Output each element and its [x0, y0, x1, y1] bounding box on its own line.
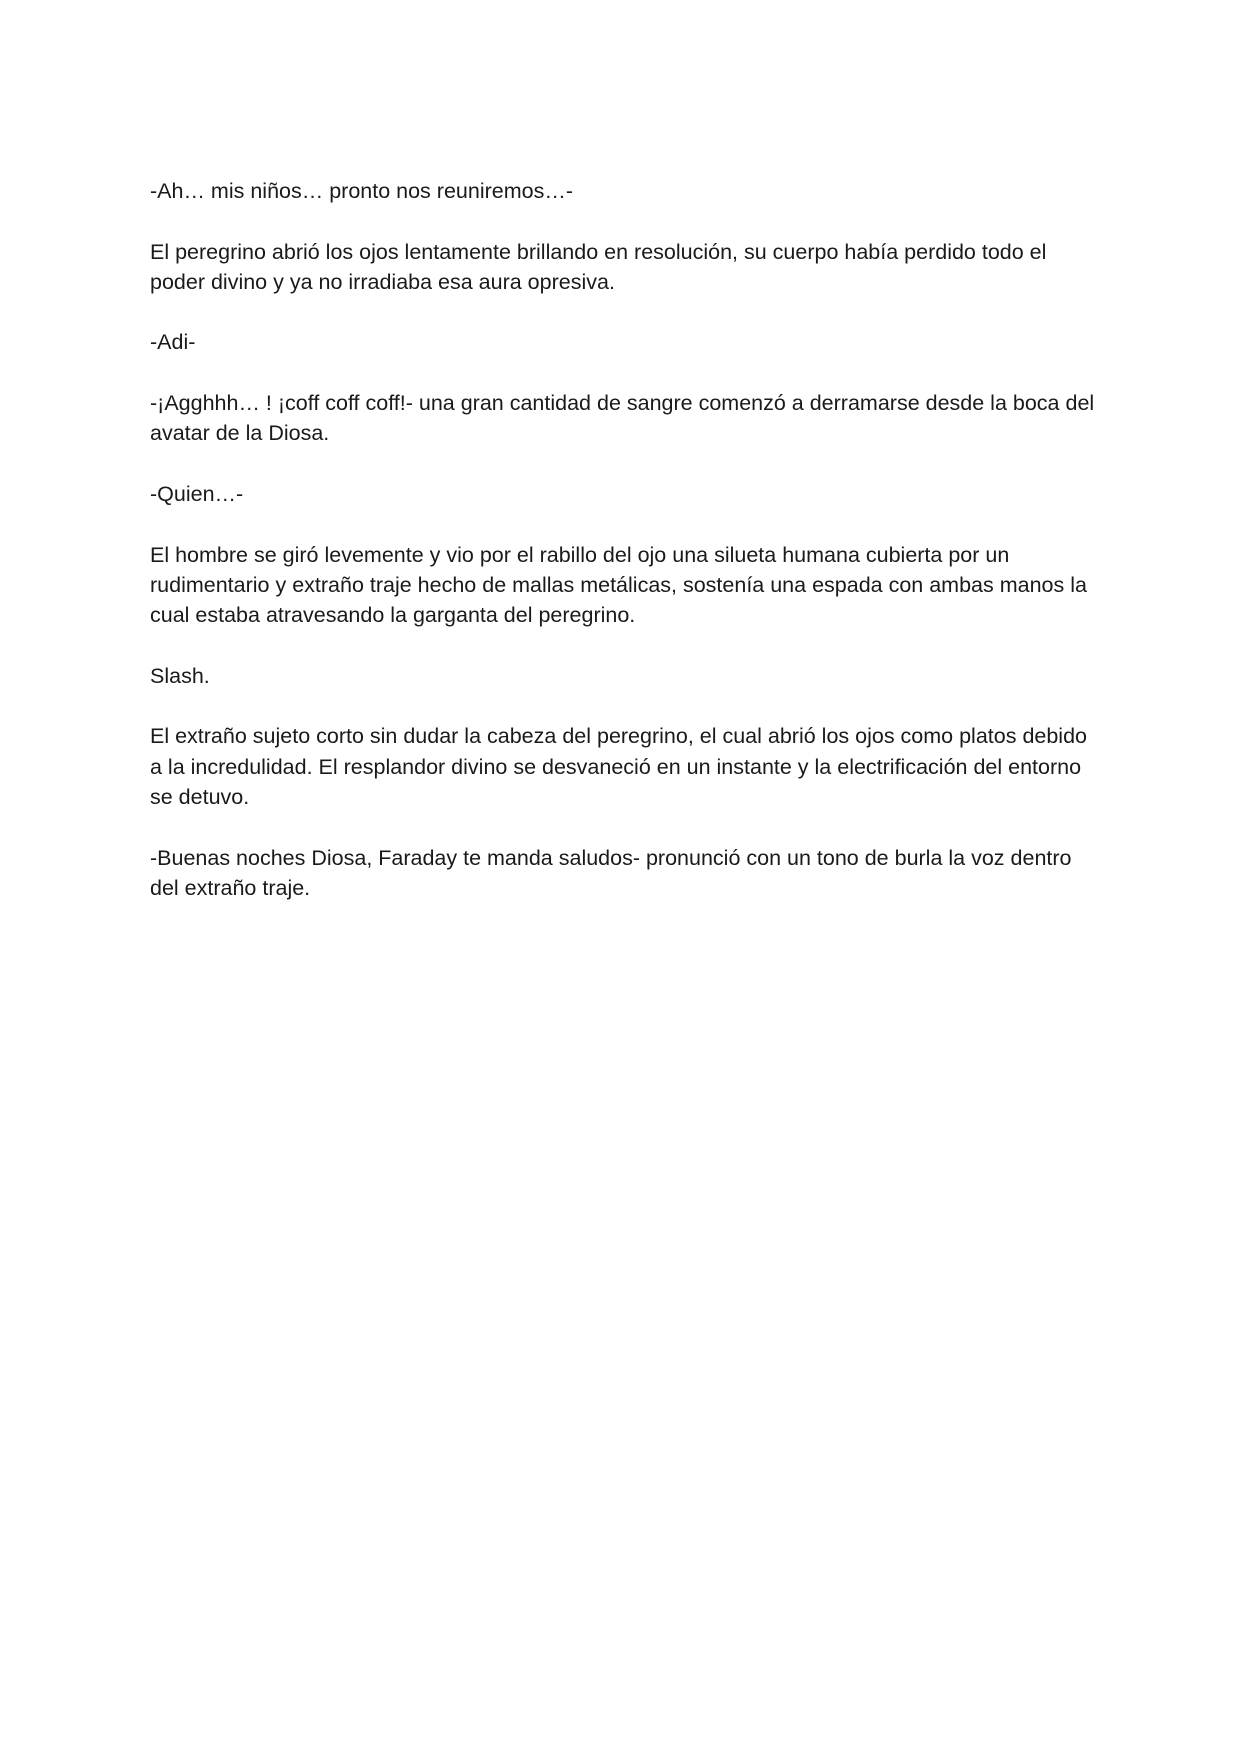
document-body: [150, 176, 1100, 903]
paragraph: -Adi-: [150, 330, 196, 355]
paragraph: El extraño sujeto corto sin dudar la cabeza del peregrino, el cual abrió los ojos como platos debido a la incredulidad. El resplandor divino se desvaneció en un instante y la electrificación del entorno se detuvo.: [150, 724, 1088, 809]
paragraph: Slash.: [150, 663, 210, 688]
paragraph: -Quien…-: [150, 481, 244, 506]
paragraph: El hombre se giró levemente y vio por el rabillo del ojo una silueta humana cubierta por un rudimentario y extraño traje hecho de mallas metálicas, sostenía una espada con ambas manos la cual estaba atravesando la garganta del peregrino.: [150, 542, 1087, 628]
paragraph: -¡Agghhh… ! ¡coff coff coff!- una gran cantidad de sangre comenzó a derramarse desde la boca del avatar de la Diosa.: [150, 391, 1095, 446]
paragraph: -Buenas noches Diosa, Faraday te manda saludos- pronunció con un tono de burla la voz dentro del extraño traje.: [150, 845, 1072, 900]
paragraph: -Ah… mis niños… pronto nos reuniremos…-: [150, 179, 573, 203]
paragraph: El peregrino abrió los ojos lentamente brillando en resolución, su cuerpo había perdido todo el poder divino y ya no irradiaba esa aura opresiva.: [150, 239, 1047, 294]
